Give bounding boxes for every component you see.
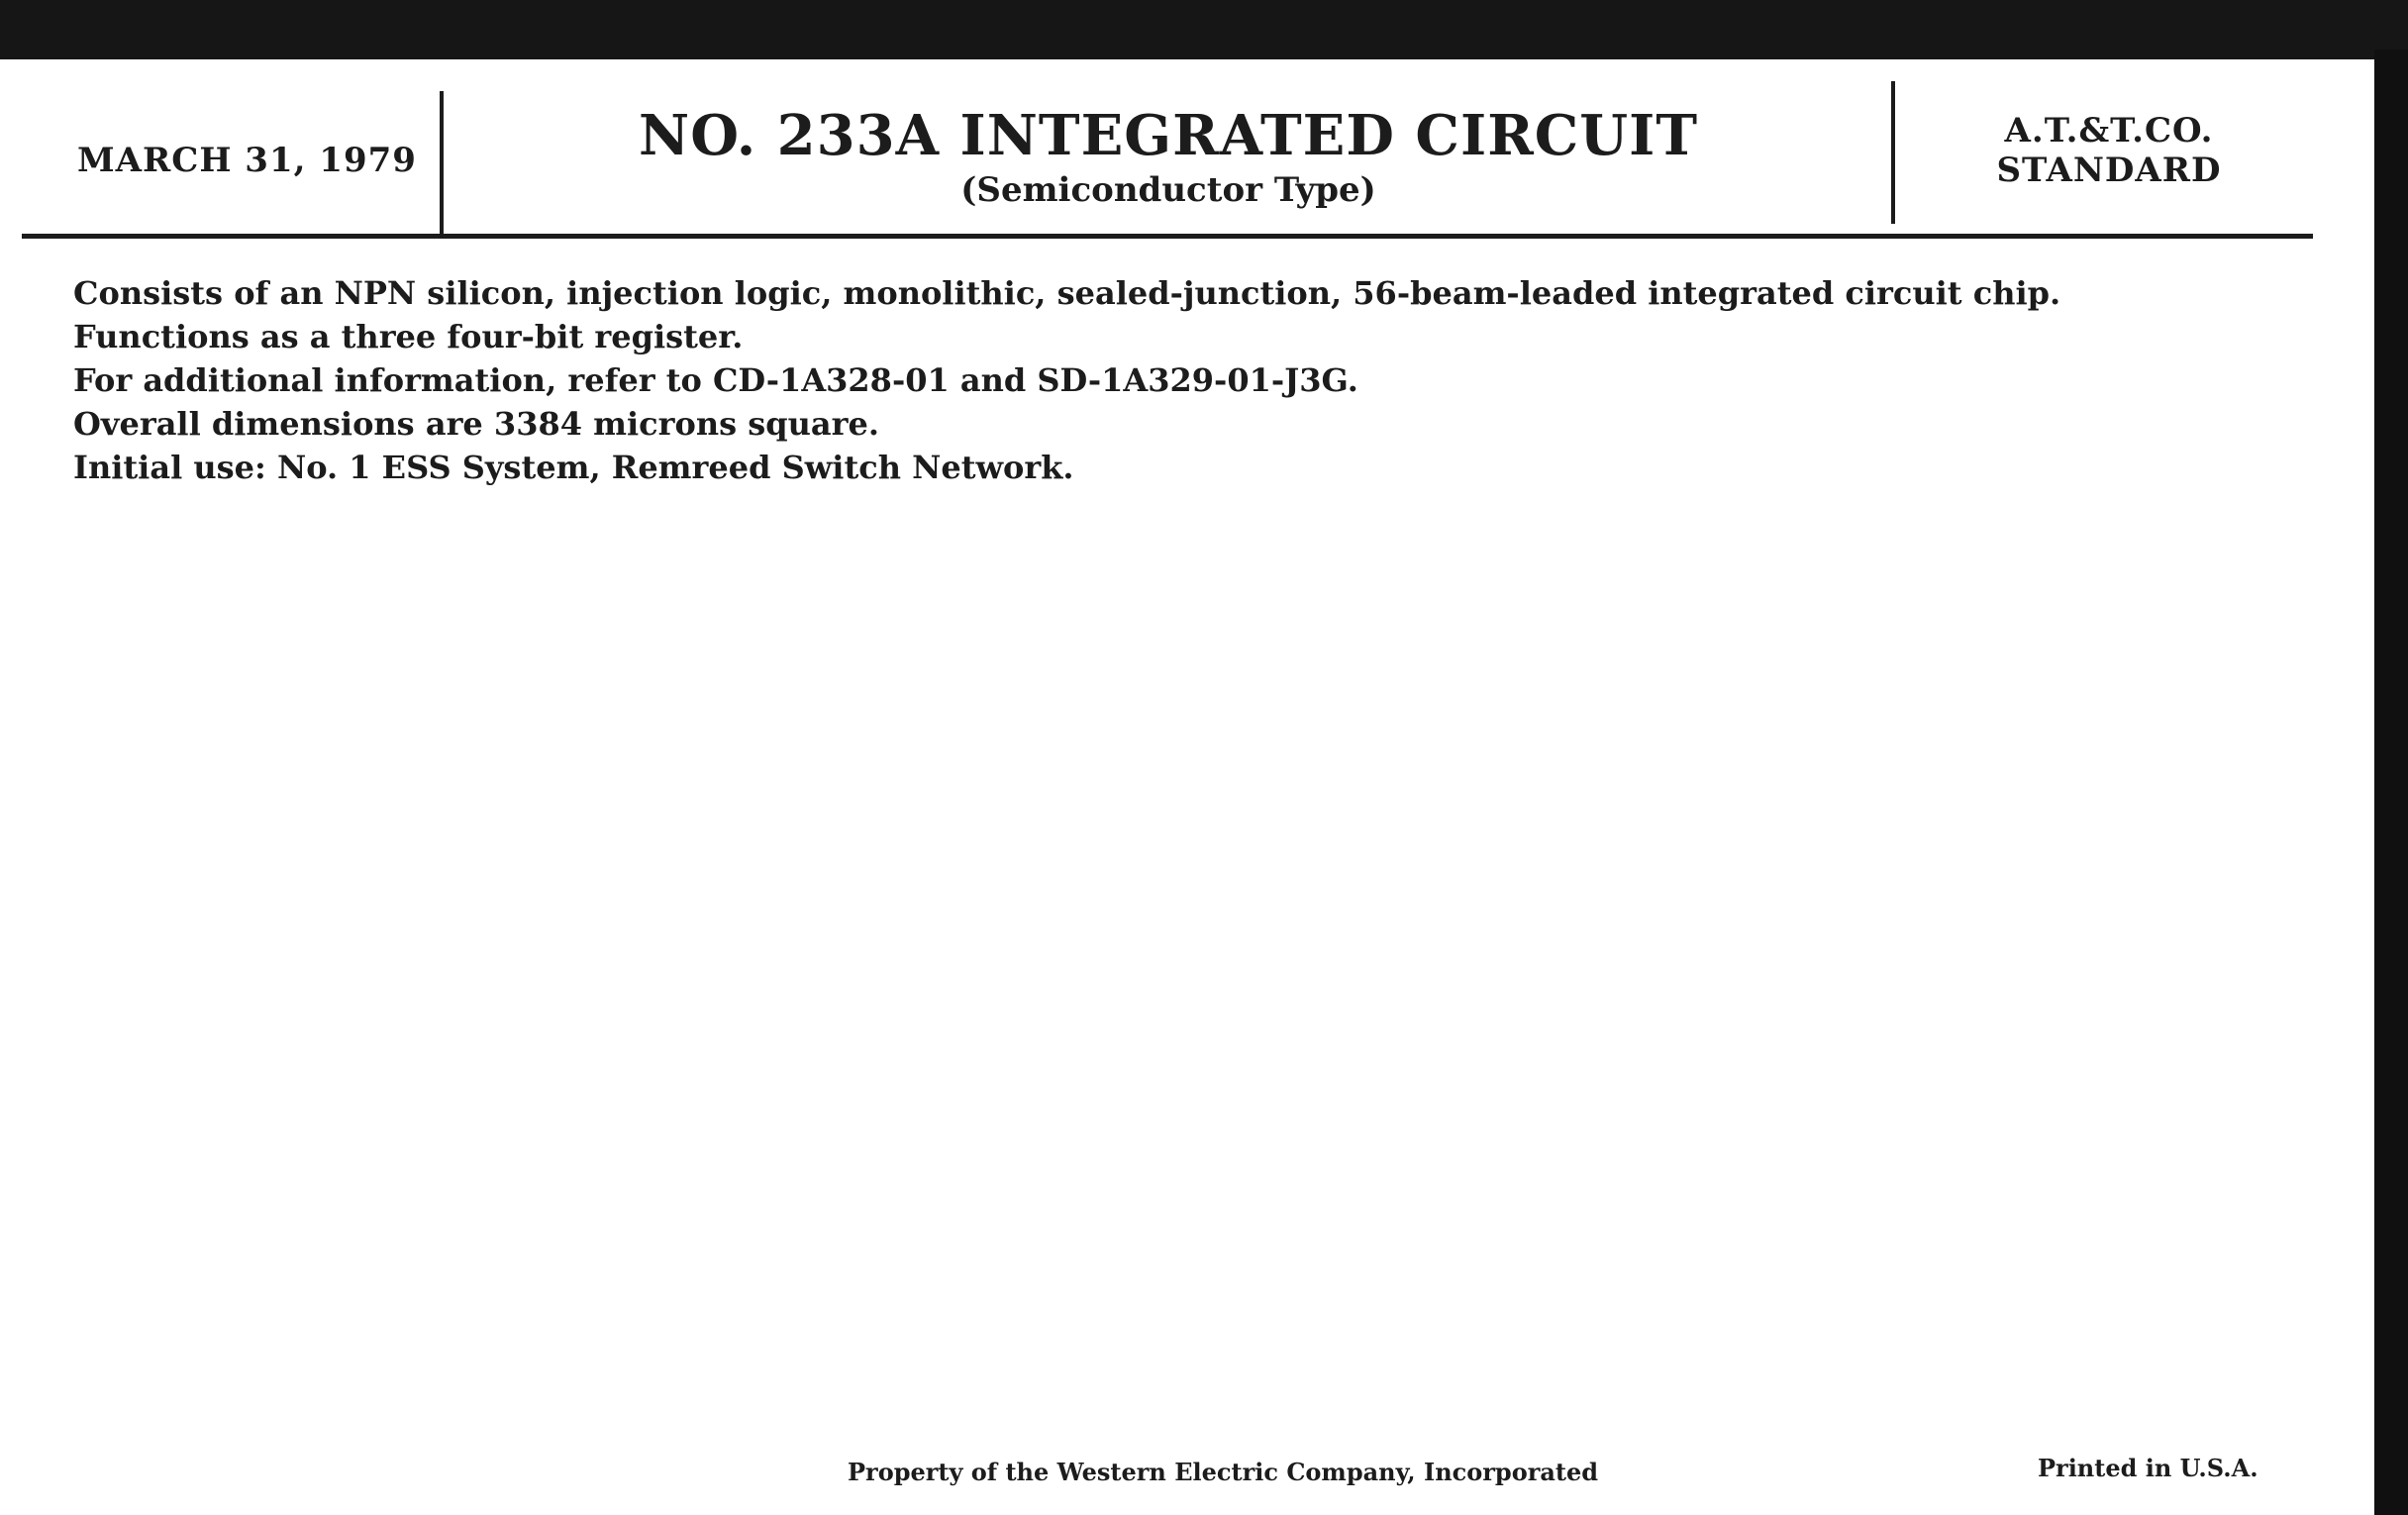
description-line: For additional information, refer to CD-1A328-01 and SD-1A329-01-J3G. xyxy=(73,361,1358,399)
property-notice: Property of the Western Electric Company, Incorporated xyxy=(848,1458,1599,1486)
description-line: Overall dimensions are 3384 microns square. xyxy=(73,405,879,443)
header-divider-left xyxy=(440,91,444,234)
header-rule xyxy=(22,234,2313,239)
document-subtitle: (Semiconductor Type) xyxy=(960,170,1376,210)
description-line: Consists of an NPN silicon, injection logic, monolithic, sealed-junction, 56-beam-leaded integrated circuit chip. xyxy=(73,274,2061,312)
org-line-1: A.T.&T.CO. xyxy=(2004,111,2214,151)
scan-edge xyxy=(2374,50,2408,1515)
specification-card xyxy=(0,59,2374,1515)
document-title: NO. 233A INTEGRATED CIRCUIT xyxy=(639,103,1698,168)
standard-org xyxy=(1895,111,2323,190)
description-line: Initial use: No. 1 ESS System, Remreed Switch Network. xyxy=(73,449,1074,486)
description-line: Functions as a three four-bit register. xyxy=(73,318,744,355)
description-body xyxy=(73,271,2060,489)
printed-notice: Printed in U.S.A. xyxy=(2038,1454,2258,1482)
org-line-2: STANDARD xyxy=(1996,151,2222,190)
issue-date: MARCH 31, 1979 xyxy=(77,141,417,180)
